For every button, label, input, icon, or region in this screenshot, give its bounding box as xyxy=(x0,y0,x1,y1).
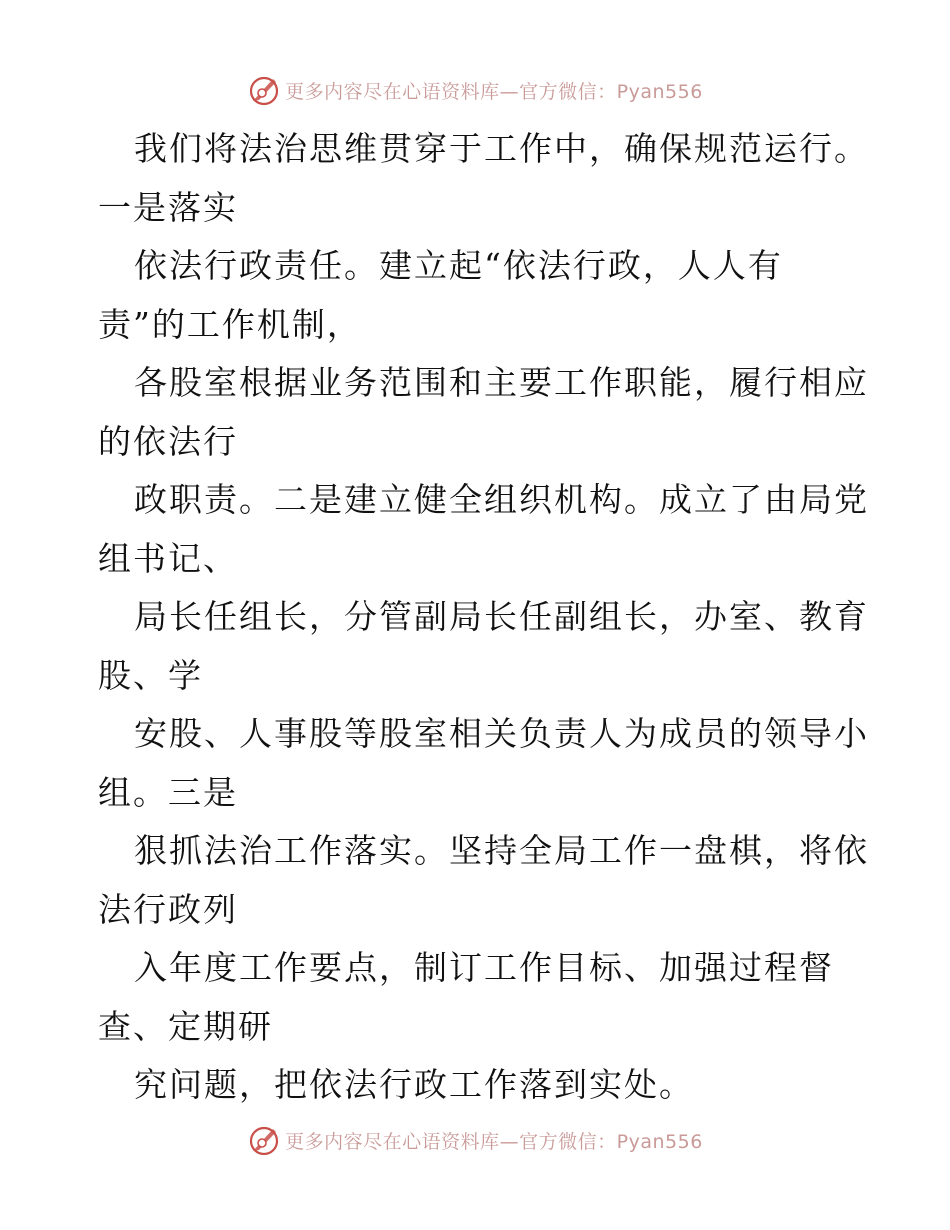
watermark-text: 更多内容尽在心语资料库—官方微信：Pyan556 xyxy=(285,80,703,103)
text-line: 的依法行 xyxy=(98,421,238,461)
text-line: 组。三是 xyxy=(98,772,238,812)
body-text xyxy=(98,120,869,1115)
text-line: 法行政列 xyxy=(98,889,238,929)
footer-watermark xyxy=(0,1120,950,1160)
watermark-text: 更多内容尽在心语资料库—官方微信：Pyan556 xyxy=(285,1130,703,1153)
quill-logo-icon xyxy=(247,73,281,107)
text-line: 究问题，把依法行政工作落到实处。 xyxy=(134,1065,694,1104)
text-line: 狠抓法治工作落实。坚持全局工作一盘棋，将依 xyxy=(134,831,869,870)
text-line: 组书记、 xyxy=(98,538,238,578)
text-line: 政职责。二是建立健全组织机构。成立了由局党 xyxy=(134,480,869,519)
header-watermark xyxy=(0,70,950,110)
text-line: 一是落实 xyxy=(98,187,238,227)
quill-logo-icon xyxy=(247,1123,281,1157)
text-line: 责”的工作机制， xyxy=(98,304,362,344)
text-line: 依法行政责任。建立起“依法行政，人人有 xyxy=(134,246,783,285)
text-line: 股、学 xyxy=(98,655,203,695)
text-line: 安股、人事股等股室相关负责人为成员的领导小 xyxy=(134,714,869,753)
text-line: 入年度工作要点，制订工作目标、加强过程督 xyxy=(134,948,834,987)
text-line: 我们将法治思维贯穿于工作中，确保规范运行。 xyxy=(134,129,869,168)
text-line: 局长任组长，分管副局长任副组长，办室、教育 xyxy=(134,597,869,636)
text-line: 查、定期研 xyxy=(98,1006,273,1046)
text-line: 各股室根据业务范围和主要工作职能，履行相应 xyxy=(134,363,869,402)
